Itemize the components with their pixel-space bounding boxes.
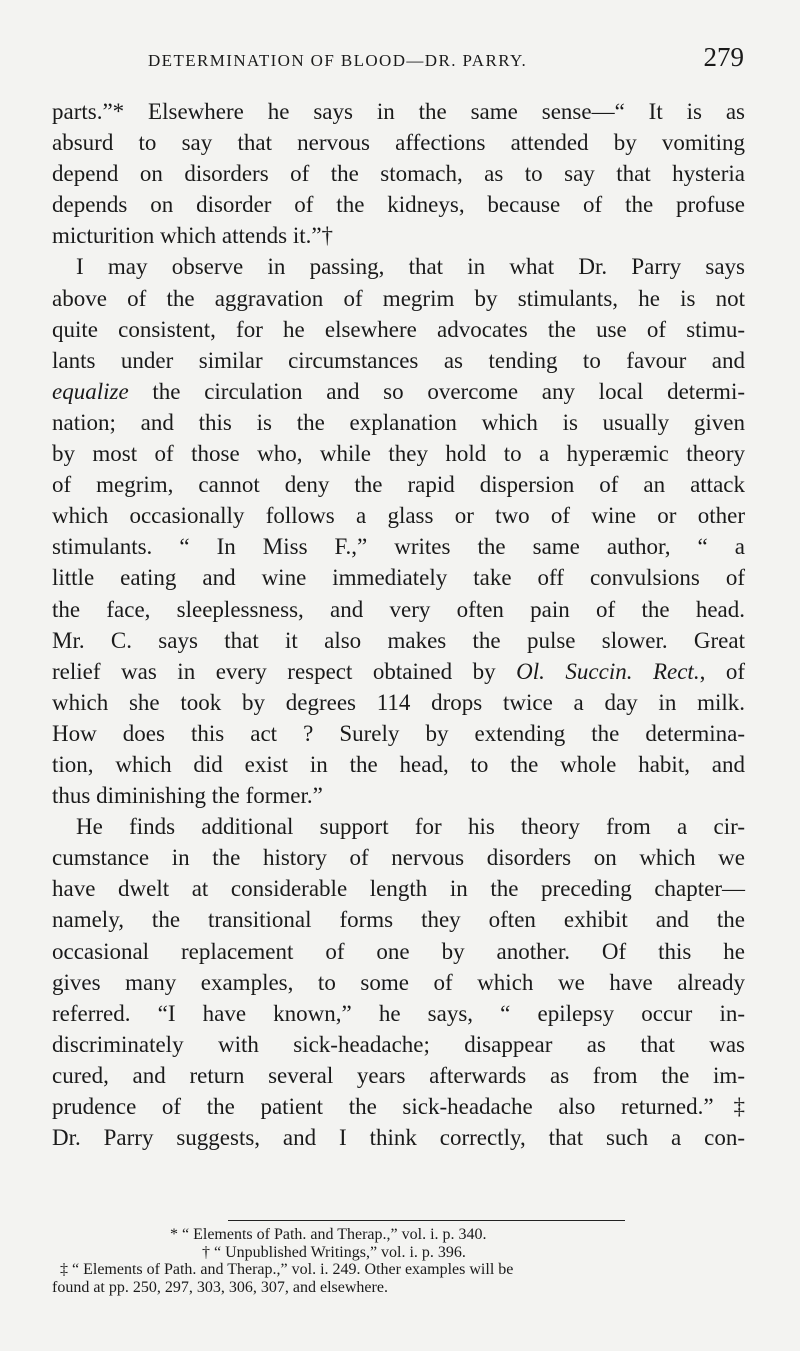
page-header: [148, 42, 744, 73]
text-line: occasional replacement of one by another. Of this he: [52, 938, 745, 964]
text-line: depends on disorder of the kidneys, because of the profuse: [52, 192, 745, 218]
italic-text: Ol. Succin. Rect.: [516, 658, 700, 684]
text-line: prudence of the patient the sick-headache also returned.”‡: [52, 1094, 745, 1119]
footnotes: [52, 1226, 752, 1296]
text-line: of megrim, cannot deny the rapid dispersion of an attack: [52, 472, 745, 498]
text-line: lants under similar circumstances as tending to favour and: [52, 347, 745, 373]
body-text: [52, 96, 745, 1153]
text-line: which she took by degrees 114 drops twice a day in milk.: [52, 689, 745, 715]
italic-text: equalize: [52, 378, 129, 404]
text-line: above of the aggravation of megrim by stimulants, he is not: [52, 285, 745, 311]
text-line: cured, and return several years afterwards as from the im-: [52, 1062, 745, 1088]
text-line: quite consistent, for he elsewhere advocates the use of stimu-: [52, 316, 745, 342]
text-line: depend on disorders of the stomach, as to say that hysteria: [52, 161, 745, 187]
text-line: absurd to say that nervous affections attended by vomiting: [52, 130, 745, 156]
footnote: found at pp. 250, 297, 303, 306, 307, and elsewhere.: [52, 1278, 388, 1296]
text-line: namely, the transitional forms they often exhibit and the: [52, 907, 745, 933]
running-head: DETERMINATION OF BLOOD—DR. PARRY.: [148, 51, 528, 70]
text-line: stimulants. “ In Miss F.,” writes the same author, “ a: [52, 534, 745, 560]
text-line: have dwelt at considerable length in the preceding chapter—: [52, 876, 745, 902]
text-line: which occasionally follows a glass or two of wine or other: [52, 503, 745, 529]
text-line: by most of those who, while they hold to a hyperæmic theory: [52, 441, 745, 467]
text-line: discriminately with sick-headache; disappear as that was: [52, 1031, 745, 1057]
text-line: Dr. Parry suggests, and I think correctly, that such a con-: [52, 1125, 745, 1151]
text-line: I may observe in passing, that in what Dr. Parry says: [76, 254, 745, 280]
footnote-rule: [228, 1220, 625, 1221]
text-line: gives many examples, to some of which we have already: [52, 969, 745, 995]
text-line: cumstance in the history of nervous disorders on which we: [52, 845, 745, 871]
text-line: How does this act ? Surely by extending the determina-: [52, 720, 745, 746]
footnote: † “ Unpublished Writings,” vol. i. p. 396.: [202, 1243, 466, 1261]
text-line: equalize the circulation and so overcome any local determi-: [52, 378, 745, 404]
text-line: referred. “I have known,” he says, “ epilepsy occur in-: [52, 1000, 745, 1026]
text-line: micturition which attends it.”†: [52, 223, 334, 249]
footnote: * “ Elements of Path. and Therap.,” vol. i. p. 340.: [170, 1226, 487, 1243]
text-line: nation; and this is the explanation which is usually given: [52, 409, 745, 435]
text-line: the face, sleeplessness, and very often pain of the head.: [52, 596, 745, 622]
page-number: 279: [703, 42, 744, 72]
footnote: ‡ “ Elements of Path. and Therap.,” vol. i. 249. Other examples will be: [60, 1261, 514, 1278]
text-line: He finds additional support for his theory from a cir-: [76, 814, 745, 840]
text-line: little eating and wine immediately take off convulsions of: [52, 565, 745, 591]
text-line: tion, which did exist in the head, to the whole habit, and: [52, 751, 745, 777]
text-line: Mr. C. says that it also makes the pulse slower. Great: [52, 627, 745, 653]
text-line: relief was in every respect obtained by Ol. Succin. Rect., of: [52, 658, 745, 684]
text-line: thus diminishing the former.”: [52, 783, 323, 809]
text-line: parts.”* Elsewhere he says in the same sense—“ It is as: [52, 99, 745, 124]
